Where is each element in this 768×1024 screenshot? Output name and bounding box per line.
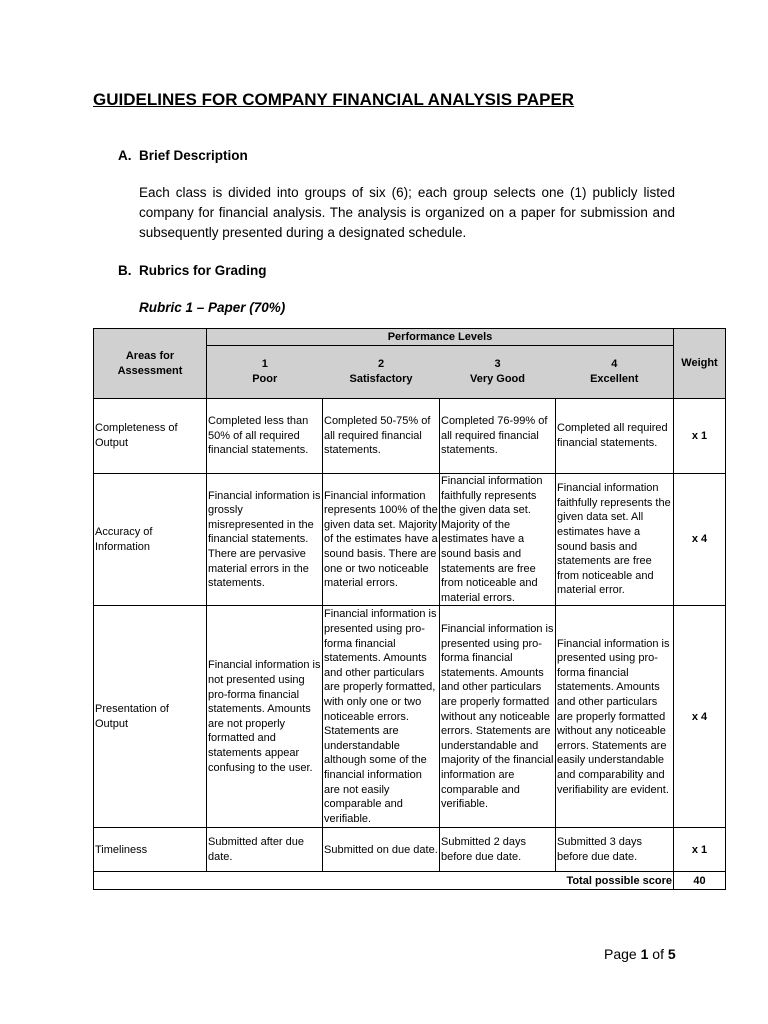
table-cell: Completed less than 50% of all required financial statements. (207, 399, 323, 474)
section-b-title: Rubrics for Grading (139, 263, 267, 278)
table-cell: Completed 50-75% of all required financial statements. (323, 399, 440, 474)
table-cell: Financial information is not presented using pro-forma financial statements. Amounts are not properly formatted and statements appear confusing to the user. (207, 606, 323, 828)
row-weight: x 1 (674, 828, 726, 872)
level-name: Very Good (469, 373, 526, 385)
level-number: 1 (261, 358, 268, 371)
level-name: Excellent (590, 373, 639, 385)
row-area-label: Presentation of Output (94, 606, 207, 828)
header-level-1 (207, 346, 323, 399)
table-cell: Completed 76-99% of all required financial statements. (440, 399, 556, 474)
section-a-title: Brief Description (139, 148, 248, 163)
level-number: 2 (377, 358, 385, 371)
table-header-row (94, 329, 726, 346)
table-total-row (94, 872, 726, 890)
header-performance-levels: Performance Levels (207, 329, 674, 346)
page-word: Page (604, 946, 637, 962)
table-cell: Financial information is presented using pro-forma financial statements. Amounts and other particulars are properly formatted without any noticeable errors. Statements are easily understandable and comparability and verifiability are evident. (556, 606, 674, 828)
document-title: GUIDELINES FOR COMPANY FINANCIAL ANALYSIS PAPER (93, 90, 575, 109)
level-number: 3 (494, 358, 501, 371)
rubric-table (93, 328, 726, 890)
header-weight: Weight (674, 329, 726, 399)
current-page: 1 (640, 946, 649, 962)
rubric-title: Rubric 1 – Paper (70%) (139, 300, 286, 315)
table-cell: Financial information is presented using pro-forma financial statements. Amounts and other particulars are properly formatted, with only one or two noticeable errors. Statements are understandable although some of the financial information are not easily comparable and verifiable. (323, 606, 440, 828)
row-area-label: Completeness of Output (94, 399, 207, 474)
header-level-4 (556, 346, 674, 399)
row-area-label: Accuracy of Information (94, 474, 207, 606)
section-b-heading (118, 263, 267, 278)
total-score-label: Total possible score (94, 872, 674, 890)
header-areas: Areas for Assessment (94, 329, 207, 399)
table-cell: Financial information is grossly misrepresented in the financial statements. There are pervasive material errors in the statements. (207, 474, 323, 606)
header-level-3 (440, 346, 556, 399)
table-row (94, 474, 726, 606)
total-pages: 5 (667, 946, 676, 962)
table-cell: Financial information represents 100% of the given data set. Majority of the estimates have a sound basis. There are one or two noticeable material errors. (323, 474, 440, 606)
section-a-label: A. (118, 148, 132, 163)
section-a-heading (118, 148, 248, 163)
table-row (94, 606, 726, 828)
table-cell: Submitted on due date. (323, 828, 440, 872)
table-cell: Submitted 2 days before due date. (440, 828, 556, 872)
table-cell: Financial information faithfully represents the given data set. Majority of the estimates have a sound basis and statements are free from noticeable and material errors. (440, 474, 556, 606)
table-row (94, 828, 726, 872)
level-number: 4 (611, 358, 618, 371)
table-row (94, 399, 726, 474)
row-weight: x 4 (674, 606, 726, 828)
table-cell: Submitted 3 days before due date. (556, 828, 674, 872)
row-area-label: Timeliness (94, 828, 207, 872)
row-weight: x 4 (674, 474, 726, 606)
table-cell: Completed all required financial statements. (556, 399, 674, 474)
level-name: Satisfactory (349, 373, 413, 385)
page-number-footer (604, 946, 676, 962)
row-weight: x 1 (674, 399, 726, 474)
total-score-value: 40 (674, 872, 726, 890)
table-cell: Submitted after due date. (207, 828, 323, 872)
table-cell: Financial information is presented using pro-forma financial statements. Amounts and other particulars are properly formatted without any noticeable errors. Statements are understandable and majority of the financial information are comparable and verifiable. (440, 606, 556, 828)
section-b-label: B. (118, 263, 132, 278)
table-cell: Financial information faithfully represents the given data set. All estimates have a sound basis and statements are free from noticeable and material error. (556, 474, 674, 606)
section-a-paragraph: Each class is divided into groups of six (6); each group selects one (1) publicly listed company for financial analysis. The analysis is organized on a paper for submission and subsequently presented during a designated schedule. (139, 185, 675, 240)
header-level-2 (323, 346, 440, 399)
level-name: Poor (252, 373, 278, 385)
of-word: of (652, 946, 664, 962)
